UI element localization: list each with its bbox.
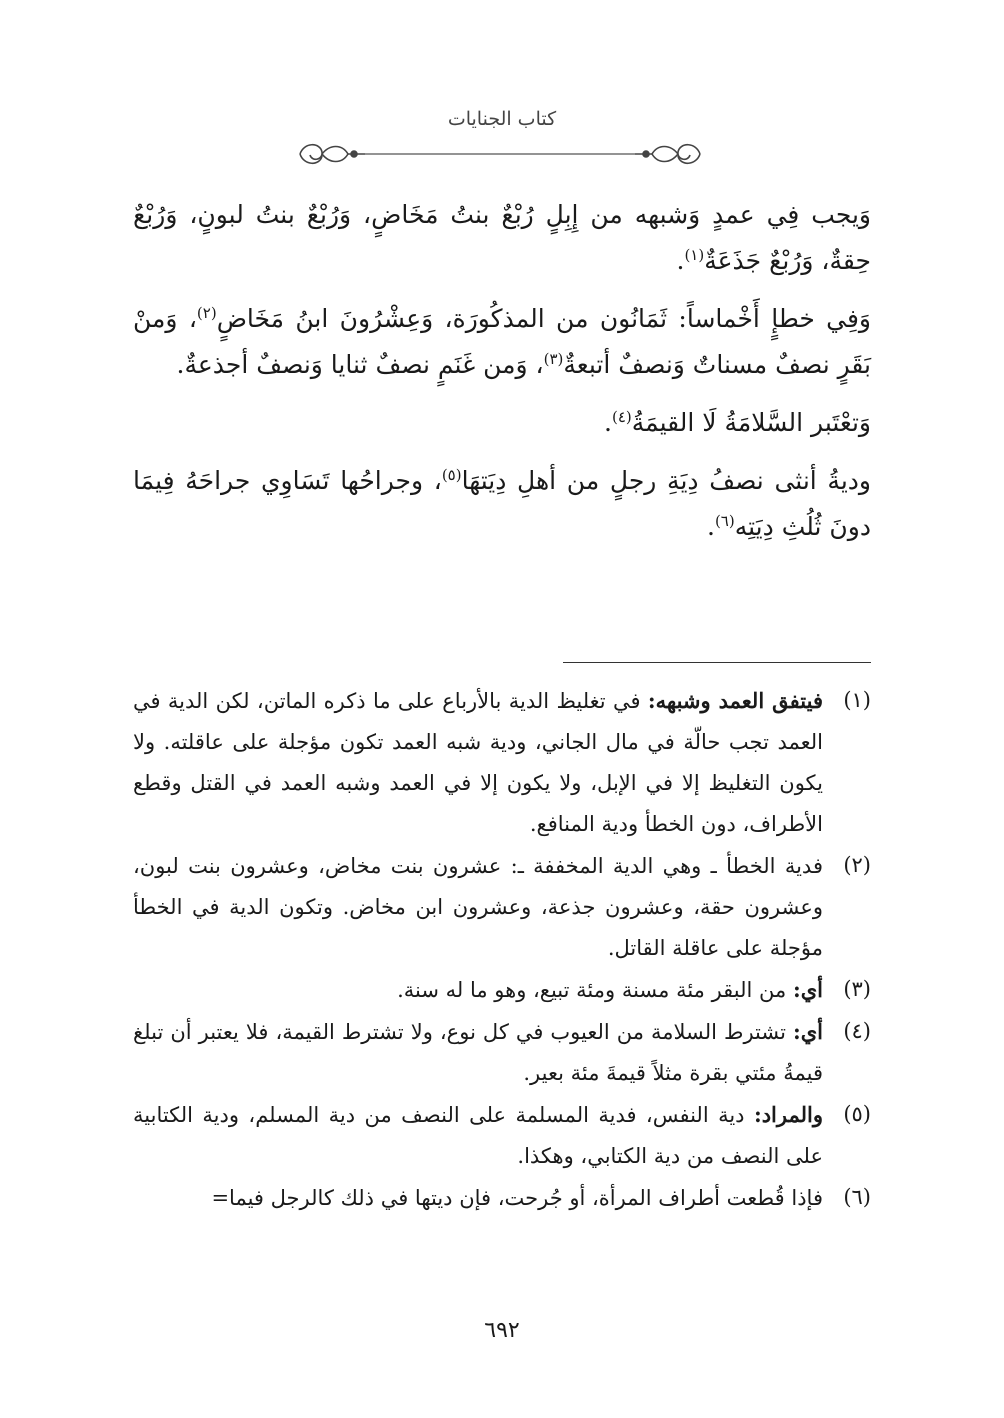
footnote-5	[133, 1094, 871, 1177]
footnote-lead: فيتفق العمد وشبهه:	[647, 688, 823, 713]
footnote-separator	[563, 662, 871, 663]
footnote-text: دية النفس، فدية المسلمة على النصف من دية المسلم، ودية الكتابية على النصف من دية الكتابي، وهكذا.	[133, 1103, 823, 1168]
footnote-lead: والمراد:	[753, 1102, 823, 1127]
footnote-1	[133, 680, 871, 845]
footnote-text: في تغليظ الدية بالأرباع على ما ذكره الماتن، لكن الدية في العمد تجب حالّة في مال الجاني، ودية شبه العمد تكون مؤجلة على عاقلته. ولا يكون التغليظ إلا في الإبل، ولا يكون إلا في العمد وشبه العمد في القتل وقطع الأطراف، دون الخطأ ودية المنافع.	[133, 689, 823, 836]
footnote-3	[133, 969, 871, 1011]
footnote-lead: أي:	[792, 977, 823, 1002]
footnote-ref-6[interactable]: (٦)	[714, 512, 735, 530]
footnote-ref-2[interactable]: (٢)	[196, 304, 217, 322]
footnote-number: (٤)	[843, 1019, 871, 1043]
footnote-number: (١)	[843, 688, 871, 712]
paragraph-4: وديةُ أنثى نصفُ دِيَةِ رجلٍ من أهلِ دِيَتهَا$^{(٥)}$، وجراحُها تَسَاوِي جراحَهُ فِيمَا دونَ ثُلُثِ دِيَتِه$^{(٦)}$.	[133, 466, 871, 541]
footnote-text: تشترط السلامة من العيوب في كل نوع، ولا تشترط القيمة، فلا يعتبر أن تبلغ قيمةُ مئتي بقرة مثلاً قيمةَ مئة بعير.	[133, 1020, 823, 1085]
running-title: كتاب الجنايات	[447, 108, 557, 130]
paragraph-1: وَيجب فِي عمدٍ وَشبهه من إِبِلٍ رُبْعٌ بنتُ مَخَاضٍ، وَرُبْعٌ بنتُ لبونٍ، وَرُبْعٌ حِقةٌ، وَرُبْعٌ جَذَعَةٌ$^{(١)}$.	[133, 200, 871, 275]
page-number: ٦٩٢	[484, 1318, 520, 1343]
footnotes	[133, 680, 871, 1219]
paragraph-2: وَفِي خطإٍ أَخْماساً: ثَمَانُون من المذكُورَة، وَعِشْرُونَ ابنُ مَخَاضٍ$^{(٢)}$، وَمنْ بَقَرٍ نصفٌ مسناتٌ وَنصفٌ أتبعةٌ$^{(٣)}$، وَمن غَنَمٍ نصفٌ ثنايا وَنصفٌ أجذعةٌ.	[133, 304, 871, 379]
footnote-4	[133, 1011, 871, 1094]
footnote-lead: أي:	[792, 1019, 823, 1044]
footnote-ref-5[interactable]: (٥)	[441, 466, 462, 484]
footnote-text: فدية الخطأ ـ وهي الدية المخففة ـ: عشرون بنت مخاض، وعشرون بنت لبون، وعشرون حقة، وعشرون جذعة، وعشرون ابن مخاض. وتكون الدية في الخطأ مؤجلة على عاقلة القاتل.	[133, 854, 823, 960]
footnote-2	[133, 845, 871, 969]
footnote-ref-4[interactable]: (٤)	[611, 408, 632, 426]
paragraph-3: وَتعْتَبر السَّلامَةُ لَا القيمَةُ$^{(٤)}$.	[604, 408, 871, 437]
footnote-number: (٥)	[843, 1102, 871, 1126]
footnote-text: من البقر مئة مسنة ومئة تبيع، وهو ما له سنة.	[397, 978, 793, 1002]
footnote-ref-1[interactable]: (١)	[684, 246, 705, 264]
main-text	[133, 192, 871, 572]
footnote-number: (٢)	[843, 853, 871, 877]
footnote-text: فإذا قُطعت أطراف المرأة، أو جُرحت، فإن ديتها في ذلك كالرجل فيما=	[211, 1186, 823, 1210]
footnote-number: (٣)	[843, 977, 871, 1001]
footnote-ref-3[interactable]: (٣)	[543, 350, 564, 368]
footnote-number: (٦)	[843, 1185, 871, 1209]
footnote-6	[133, 1177, 871, 1219]
header-ornament	[290, 136, 710, 172]
